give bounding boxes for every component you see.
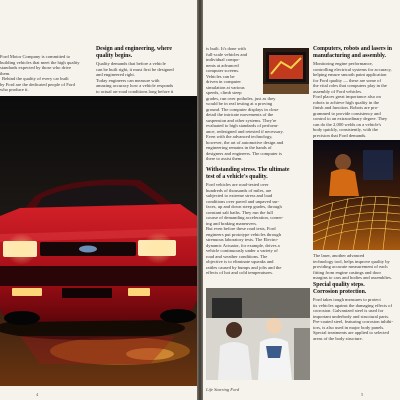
text-line: important underbody and structural parts. [313,313,390,319]
text-line: helping ensure smooth paint application [313,72,387,77]
text-line: control to an extraordinary degree. They [313,116,388,121]
text-line: technology tool, helps improve quality by [313,258,390,264]
design-line: and engineered right. [96,72,135,77]
text-line: Pre-coated steel, featuring corrosion inhibi- [313,319,393,324]
text-line: Ford takes tough measures to protect [313,297,381,302]
text-line: its vehicles against the damaging effects of [313,302,393,308]
text-line: the vital roles that computers play in the [313,83,387,88]
text-line: precision that Ford demands. [313,132,367,138]
text-line: vehicle continuously under a variety of [206,248,278,253]
text-line: corrosion. Galvanized steel is used for [313,308,384,313]
heading-line: test of a vehicle's quality. [206,173,268,180]
design-line: Quality demands that before a vehicle [96,61,166,66]
text-line: The laser, another advanced [313,253,365,258]
text-line: Special treatments are applied to selected [313,330,389,335]
text-line: grammed to provide consistency and [313,110,381,116]
laser-measurement-photo [313,140,400,250]
text-line: Vehicles can be [206,73,235,79]
text-line: areas of the body structure. [313,335,363,341]
text-line: body quickly, consistently, with the [313,127,378,132]
text-line: Monitoring engine performance, [313,61,373,66]
text-line: tors, is also used in major body panels. [313,324,385,330]
text-line: course of demanding acceleration, corner- [206,215,284,220]
text-line: fitting from engine castings and door [313,269,381,275]
intro-line: by Ford are the dedicated people of Ford [0,81,75,87]
design-line: amazing accuracy how a vehicle responds [96,83,174,88]
heading-line: Computers, robots and lasers in [313,46,392,52]
design-line: can be built right, it must first be designed [96,66,174,72]
text-line: can do the 2,000 welds on a vehicle's [313,121,382,127]
text-line: margins to cars and bodies and assemblies. [313,275,392,280]
text-line: detail the intricate movements of the [206,112,274,117]
text-line: controlling electrical systems for accuracy, [313,66,392,72]
text-line: dynamic Actuator, for example, drives a [206,242,280,248]
text-line: ing and braking maneuvers. [206,220,258,226]
design-line: Today engineers can measure with [96,77,160,83]
heading-line: quality begins. [96,52,133,59]
design-text [96,61,196,94]
withstanding-heading [206,167,310,180]
text-line: Even with the advanced technology, [206,134,273,139]
text-line: strenuous laboratory tests. The Electro- [206,237,279,242]
text-line: individual compo- [206,57,240,62]
text-line: assembly of Ford vehicles. [313,88,363,94]
text-line: engineering remains in the hands of [206,145,272,150]
text-line: driven in computer [206,79,241,84]
red-car-photo [0,96,197,386]
text-line: suspension and other systems. They're [206,117,277,123]
text-line: would be in real testing at a proving [206,101,273,106]
design-line: to actual on-road conditions long before it [96,88,174,94]
withstanding-text [206,182,310,276]
text-line: faces, up and down steep grades, through [206,204,282,209]
heading-line: Special quality steps. [313,282,365,288]
text-line: subjected to extreme stress and load [206,193,273,198]
text-line: objective is to eliminate squeaks and [206,259,274,264]
intro-text [0,54,92,93]
left-page [0,0,197,400]
computers-text [313,61,400,138]
text-line: ground. The computer displays in close [206,106,279,112]
text-line: engineers put prototype vehicles through [206,231,282,237]
intro-line: building vehicles that meet the high quality [0,59,80,65]
text-line: robots to achieve high quality in the [313,99,380,105]
text-line: rattles caused by bumps and jolts and the [206,264,282,270]
text-line: for Ford quality — these are some of [313,77,381,83]
text-line: evaluated to high standards of perform- [206,123,279,128]
right-page [203,0,400,400]
text-line: constant salt baths. They run the full [206,209,273,215]
text-line: nents at advanced [206,62,239,68]
text-line: hundreds of thousands of miles, are [206,187,272,193]
text-line: however, the art of automotive design and [206,139,284,145]
text-line: there to assist them. [206,156,243,161]
text-line: speeds, climb steep [206,90,242,95]
text-line: full-scale vehicles and [206,51,248,57]
design-heading [96,46,196,59]
text-line: Ford vehicles are road-tested over [206,182,269,187]
heading-line: Withstanding stress. The ultimate [206,167,290,173]
heading-line: manufacturing and assembly. [313,52,386,59]
text-line: ance, redesigned and retested if necessary. [206,128,284,134]
footer-title: Life Starring Ford [206,387,240,392]
text-line: Ford places great importance also on [313,94,381,99]
laser-text [313,253,400,281]
text-line: effects of hot and cold temperatures. [206,270,274,275]
engineers-photo [206,288,310,380]
text-line: is built. It's done with [206,46,246,51]
heading-line: Design and engineering, where [96,46,172,52]
intro-line: Ford Motor Company is committed to [0,54,71,59]
text-line: providing accurate measurement of each [313,264,388,269]
heading-line: Corrosion protection. [313,288,367,295]
intro-line: standards expected by those who drive [0,65,72,70]
page-number: 4 [36,392,39,397]
intro-line: Behind the quality of every car built [2,76,69,81]
text-line: designers and engineers. The computer is [206,150,282,156]
intro-line: them. [0,70,11,76]
page-number: 5 [361,392,364,397]
text-line: road and weather conditions. The [206,253,268,259]
text-line: computer screens. [206,68,240,73]
intro-line: who produce it. [0,87,29,92]
computer-screen-photo [263,48,309,94]
text-line: But even before these road tests, Ford [206,226,276,231]
special-quality-heading [313,282,400,295]
text-line: grades, run over potholes, just as they [206,95,276,101]
text-line: finish and function. Robots are pro- [313,105,379,110]
text-line: conditions over paved and unpaved sur- [206,198,280,204]
computers-heading [313,46,400,59]
corrosion-text [313,297,400,341]
text-line: simulation at various [206,84,245,90]
